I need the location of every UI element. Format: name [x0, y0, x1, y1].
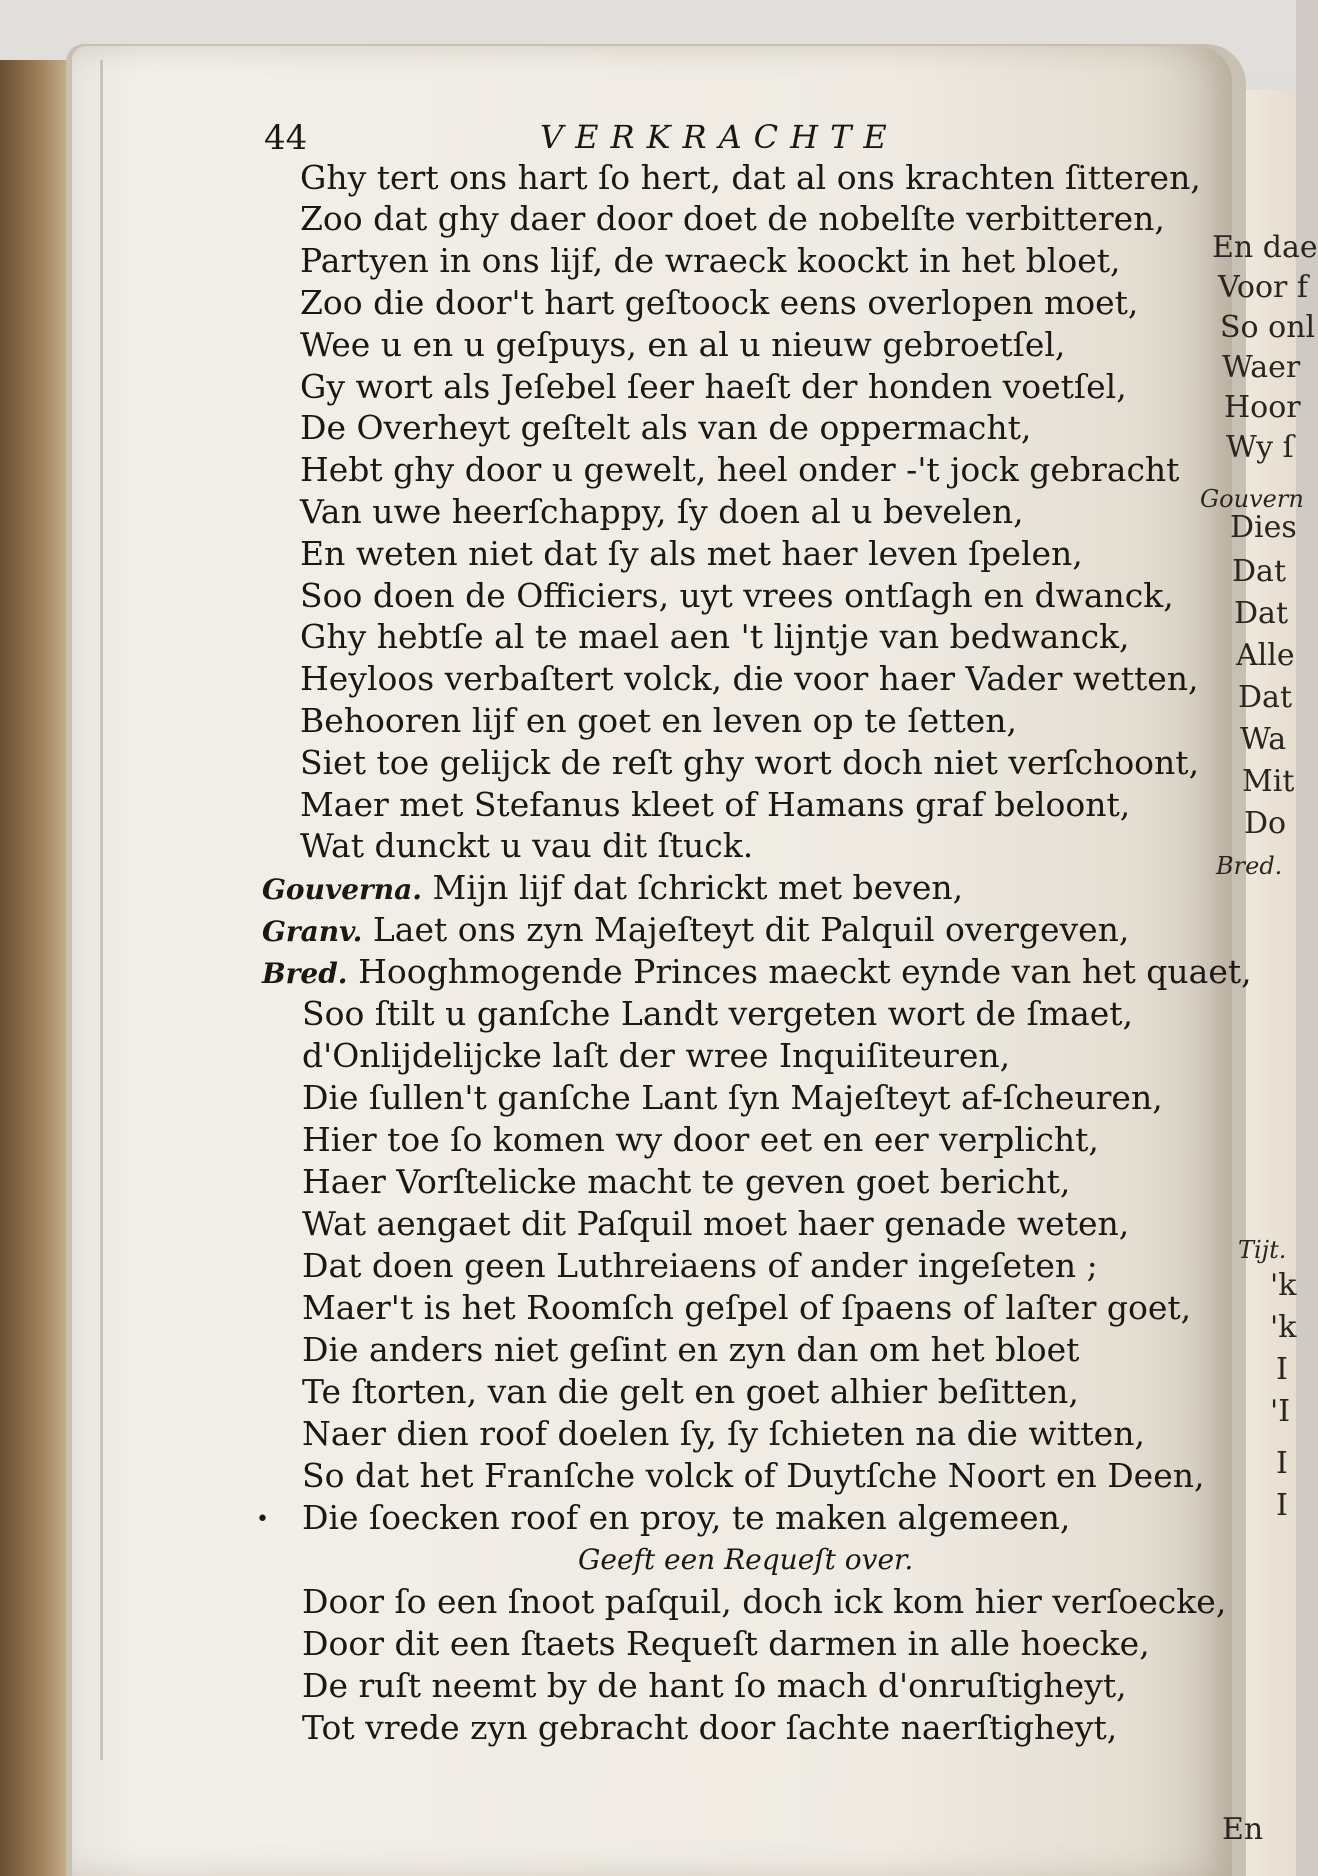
- verse-line: Naer dien roof doelen ſy, ſy ſchieten na die witten,: [302, 1414, 1145, 1453]
- facing-fragment: So onl: [1220, 310, 1316, 345]
- verse-line: Hier toe ſo komen wy door eet en eer verplicht,: [302, 1120, 1099, 1159]
- verse-line: Zoo dat ghy daer door doet de nobelſte verbitteren,: [300, 199, 1165, 238]
- facing-fragment: Voor f: [1218, 270, 1309, 305]
- speaker-name: Granv.: [262, 915, 363, 948]
- facing-fragment: Wa: [1240, 722, 1287, 757]
- dialogue-text: Hooghmogende Princes maeckt eynde van het quaet,: [358, 952, 1252, 991]
- facing-fragment: I: [1276, 1352, 1288, 1387]
- facing-fragment: Dat: [1238, 680, 1292, 715]
- verse-line: Die anders niet geſint en zyn dan om het bloet: [302, 1330, 1080, 1369]
- verse-line: En weten niet dat ſy als met haer leven ſpelen,: [300, 534, 1083, 573]
- facing-fragment: En dae: [1212, 230, 1318, 265]
- verse-line: Zoo die door't hart geſtoock eens overlopen moet,: [300, 283, 1139, 322]
- verse-line: Door dit een ſtaets Requeſt darmen in alle hoecke,: [302, 1624, 1150, 1663]
- dialogue-text: Laet ons zyn Majeſteyt dit Palquil overgeven,: [372, 910, 1130, 949]
- facing-fragment: Dat: [1234, 596, 1288, 631]
- facing-fragment: Hoor: [1224, 390, 1301, 425]
- facing-fragment: 'I: [1270, 1394, 1291, 1429]
- verse-line: Ghy tert ons hart ſo hert, dat al ons krachten ſitteren,: [300, 158, 1201, 197]
- verse-line: So dat het Franſche volck of Duytſche Noort en Deen,: [302, 1456, 1205, 1495]
- verse-line: Wee u en u geſpuys, en al u nieuw gebroetſel,: [300, 325, 1066, 364]
- facing-fragment: I: [1276, 1488, 1288, 1523]
- speaker-name: Gouverna.: [262, 873, 423, 906]
- facing-speaker: Tijt.: [1238, 1236, 1287, 1264]
- verse-line: Van uwe heerſchappy, ſy doen al u bevelen,: [300, 492, 1024, 531]
- verse-line: Die ſullen't ganſche Lant ſyn Majeſteyt af-ſcheuren,: [302, 1078, 1163, 1117]
- verse-line: d'Onlijdelijcke laſt der wree Inquiſiteuren,: [302, 1036, 1011, 1075]
- verse-line: De ruſt neemt by de hant ſo mach d'onruſtigheyt,: [302, 1666, 1127, 1705]
- dialogue-line: [262, 952, 1252, 994]
- facing-speaker: Gouvern: [1200, 485, 1304, 513]
- dialogue-line: [262, 910, 1129, 952]
- verse-line: Haer Vorſtelicke macht te geven goet bericht,: [302, 1162, 1071, 1201]
- verse-line: Tot vrede zyn gebracht door ſachte naerſtigheyt,: [302, 1708, 1118, 1747]
- facing-fragment: En: [1222, 1812, 1264, 1847]
- facing-fragment: Wy ſ: [1226, 430, 1294, 465]
- dialogue-text: Mijn lijf dat ſchrickt met beven,: [432, 868, 964, 907]
- facing-fragment: Mit: [1242, 764, 1295, 799]
- facing-fragment: Dat: [1232, 554, 1286, 589]
- margin-dot: •: [256, 1507, 269, 1532]
- verse-line: Gy wort als Jeſebel ſeer haeſt der honden voetſel,: [300, 367, 1127, 406]
- dialogue-line: [262, 868, 963, 910]
- verse-line: Maer't is het Roomſch geſpel of ſpaens of laſter goet,: [302, 1288, 1192, 1327]
- facing-fragment: Alle: [1236, 638, 1295, 673]
- facing-fragment: Dies: [1230, 510, 1297, 545]
- verse-line: Te ſtorten, van die gelt en goet alhier beſitten,: [302, 1372, 1079, 1411]
- verse-line: Siet toe gelijck de reſt ghy wort doch niet verſchoont,: [300, 743, 1200, 782]
- verse-line: Door ſo een ſnoot paſquil, doch ick kom hier verſoecke,: [302, 1582, 1227, 1621]
- verse-line: De Overheyt geſtelt als van de oppermacht,: [300, 408, 1032, 447]
- facing-fragment: Waer: [1222, 350, 1301, 385]
- facing-fragment: 'k: [1270, 1310, 1297, 1345]
- running-head: VERKRACHTE: [540, 118, 899, 156]
- verse-line: Soo doen de Officiers, uyt vrees ontſagh en dwanck,: [300, 576, 1174, 615]
- facing-fragment: 'k: [1270, 1268, 1297, 1303]
- facing-speaker: Bred.: [1216, 852, 1283, 880]
- verse-line: Wat dunckt u vau dit ſtuck.: [300, 826, 754, 865]
- facing-fragment: Do: [1244, 806, 1287, 841]
- speaker-name: Bred.: [262, 957, 348, 990]
- verse-line: Soo ſtilt u ganſche Landt vergeten wort de ſmaet,: [302, 994, 1134, 1033]
- facing-fragment: I: [1276, 1446, 1288, 1481]
- verse-line: Dat doen geen Luthreiaens of ander ingeſeten ;: [302, 1246, 1098, 1285]
- verse-line: Maer met Stefanus kleet of Hamans graf beloont,: [300, 785, 1131, 824]
- verse-line: Heyloos verbaſtert volck, die voor haer Vader wetten,: [300, 659, 1199, 698]
- verse-line: Ghy hebtſe al te mael aen 't lijntje van bedwanck,: [300, 617, 1130, 656]
- verse-line: Partyen in ons lijf, de wraeck koockt in het bloet,: [300, 241, 1121, 280]
- page-number: 44: [264, 118, 308, 158]
- verse-line: Behooren lijf en goet en leven op te ſetten,: [300, 701, 1017, 740]
- verse-line: Hebt ghy door u gewelt, heel onder -'t jock gebracht: [300, 450, 1180, 489]
- verse-line: Wat aengaet dit Paſquil moet haer genade weten,: [302, 1204, 1130, 1243]
- stage-direction: Geeft een Requeſt over.: [578, 1543, 914, 1576]
- verse-line: Die ſoecken roof en proy, te maken algemeen,: [302, 1498, 1071, 1537]
